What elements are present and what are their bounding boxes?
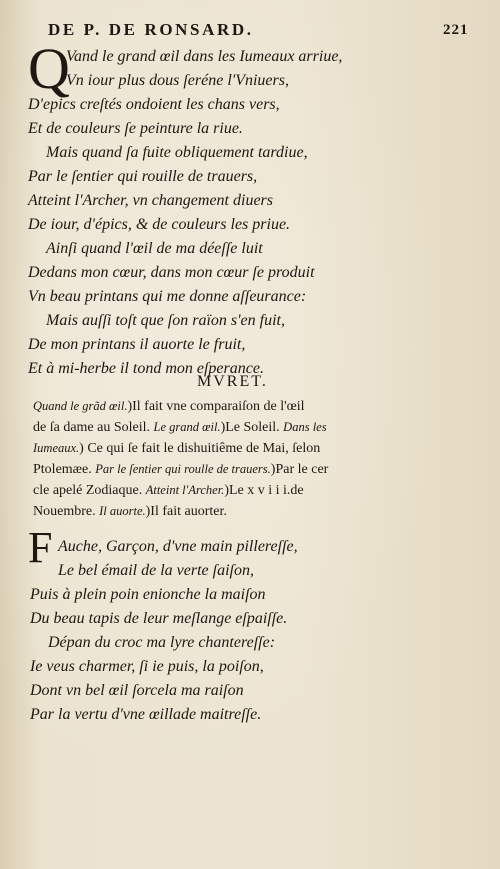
verse-line: Mais quand ſa fuite obliquement tardiue, bbox=[46, 144, 308, 161]
commentary-text: cle apelé Zodiaque. bbox=[33, 483, 146, 498]
verse-line: Dont vn bel œil ſorcela ma raiſon bbox=[30, 682, 244, 699]
commentary-text: )Le x v i i i.de bbox=[224, 483, 304, 498]
commentary-text: )Le Soleil. bbox=[220, 420, 284, 435]
commentary-lemma: Iumeaux. bbox=[33, 441, 80, 455]
verse-line: Vn iour plus dous ſeréne l'Vniuers, bbox=[66, 72, 289, 89]
commentary-title: MVRET. bbox=[197, 373, 268, 390]
verse-line: Par le ſentier qui rouille de trauers, bbox=[28, 168, 258, 185]
verse-line: Atteint l'Archer, vn changement diuers bbox=[28, 192, 273, 209]
commentary-lemma: Quand le grãd œil. bbox=[33, 399, 128, 413]
commentary-line bbox=[33, 398, 305, 415]
commentary-text: )Par le cer bbox=[270, 462, 329, 477]
verse-line: Vn beau printans qui me donne aſſeurance: bbox=[28, 288, 307, 305]
verse-line: Puis à plein poin enionche la maiſon bbox=[30, 586, 266, 603]
verse-line: Du beau tapis de leur meſlange eſpaiſſe. bbox=[30, 610, 288, 627]
verse-line: De iour, d'épics, & de couleurs les priue. bbox=[28, 216, 291, 233]
verse-line: Dedans mon cœur, dans mon cœur ſe produit bbox=[28, 264, 315, 281]
commentary-text: )Il fait auorter. bbox=[145, 504, 227, 519]
commentary-text: Ptolemæe. bbox=[33, 462, 96, 477]
commentary-line bbox=[33, 419, 327, 436]
verse-line: Et à mi-herbe il tond mon eſperance. bbox=[28, 360, 264, 377]
commentary-lemma: Le grand œil. bbox=[153, 420, 221, 434]
page-number: 221 bbox=[443, 22, 469, 38]
commentary-line bbox=[33, 503, 227, 520]
commentary-text: de ſa dame au Soleil. bbox=[33, 420, 154, 435]
commentary-line bbox=[33, 482, 304, 499]
commentary-lemma: Atteint l'Archer. bbox=[145, 483, 225, 497]
verse-line: Auche, Garçon, d'vne main pillereſſe, bbox=[58, 538, 298, 555]
commentary-line bbox=[33, 440, 320, 457]
commentary-line bbox=[33, 461, 328, 478]
verse-line: Mais auſſi toſt que ſon raïon s'en fuit, bbox=[46, 312, 285, 329]
running-title: DE P. DE RONSARD. bbox=[48, 20, 254, 39]
verse-line: Le bel émail de la verte ſaiſon, bbox=[58, 562, 254, 579]
verse-line: Vand le grand œil dans les Iumeaux arriue, bbox=[66, 48, 343, 65]
commentary-text: ) Ce qui ſe fait le dishuitiême de Mai, ſelon bbox=[79, 441, 321, 456]
verse-line: Et de couleurs ſe peinture la riue. bbox=[28, 120, 243, 137]
commentary-lemma: Dans les bbox=[283, 420, 327, 434]
verse-line: De mon printans il auorte le fruit, bbox=[28, 336, 246, 353]
commentary-text: Nouembre. bbox=[33, 504, 100, 519]
commentary-lemma: Il auorte. bbox=[99, 504, 146, 518]
commentary-lemma: Par le ſentier qui roulle de trauers. bbox=[95, 462, 271, 476]
verse-line: Ainſi quand l'œil de ma déeſſe luit bbox=[46, 240, 263, 257]
commentary-text: )Il fait vne comparaiſon de l'œil bbox=[127, 399, 305, 414]
verse-line: Ie veus charmer, ſi ie puis, la poiſon, bbox=[30, 658, 264, 675]
verse-line: Par la vertu d'vne œillade maitreſſe. bbox=[30, 706, 262, 723]
drop-cap-initial-2: F bbox=[28, 523, 53, 572]
drop-cap-initial: Q bbox=[28, 36, 70, 101]
verse-line: D'epics creſtés ondoient les chans vers, bbox=[28, 96, 280, 113]
verse-line: Dépan du croc ma lyre chantereſſe: bbox=[48, 634, 276, 651]
